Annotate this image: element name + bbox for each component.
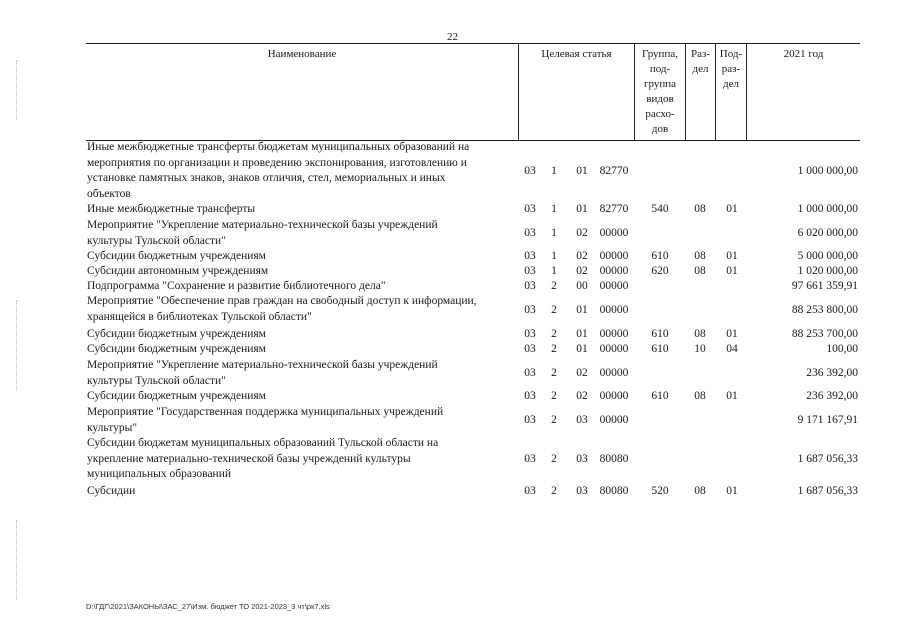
code-group: 520 [651, 485, 669, 497]
header-year: 2021 год [746, 44, 860, 140]
code-subprogram: 2 [551, 280, 557, 292]
code-event: 01 [576, 328, 588, 340]
table-header [86, 43, 860, 141]
code-event: 01 [576, 343, 588, 355]
code-group: 610 [651, 250, 669, 262]
code-section: 08 [694, 328, 706, 340]
row-name: Субсидии бюджетным учреждениям [87, 390, 266, 402]
table-row [86, 264, 860, 279]
amount: 88 253 800,00 [791, 304, 858, 316]
code-subprogram: 2 [551, 453, 557, 465]
code-section: 10 [694, 343, 706, 355]
left-margin-marks [16, 300, 18, 390]
table-row [86, 389, 860, 405]
page-number: 22 [447, 31, 458, 43]
code-program: 03 [524, 367, 536, 379]
amount: 9 171 167,91 [797, 414, 858, 426]
code-event: 02 [576, 367, 588, 379]
row-name: Субсидии бюджетам муниципальных образований Тульской области на укрепление материально-технической базы учреждений культуры муниципальных образований [87, 437, 439, 480]
code-subprogram: 1 [551, 250, 557, 262]
header-group: Группа, под- группа видов расхо- дов [634, 44, 685, 140]
amount: 236 392,00 [806, 390, 858, 402]
code-subprogram: 1 [551, 227, 557, 239]
code-event: 03 [576, 414, 588, 426]
code-program: 03 [524, 390, 536, 402]
table-row [86, 436, 860, 484]
header-subsection: Под- раз- дел [715, 44, 746, 140]
amount: 1 000 000,00 [797, 203, 858, 215]
code-direction: 00000 [599, 328, 629, 340]
code-event: 02 [576, 265, 588, 277]
header-section: Раз- дел [685, 44, 715, 140]
code-group: 610 [651, 328, 669, 340]
code-program: 03 [524, 227, 536, 239]
table-row [86, 249, 860, 264]
code-subprogram: 2 [551, 485, 557, 497]
code-subprogram: 2 [551, 367, 557, 379]
code-event: 03 [576, 453, 588, 465]
code-subsection: 01 [726, 328, 738, 340]
table-row [86, 342, 860, 358]
code-subprogram: 2 [551, 414, 557, 426]
code-group: 620 [651, 265, 669, 277]
row-name: Мероприятие "Укрепление материально-технической базы учреждений культуры Тульской области" [87, 359, 438, 387]
code-subsection: 01 [726, 485, 738, 497]
code-program: 03 [524, 203, 536, 215]
code-direction: 00000 [599, 390, 629, 402]
table-body [86, 140, 860, 500]
code-program: 03 [524, 485, 536, 497]
code-event: 02 [576, 390, 588, 402]
code-direction: 00000 [599, 250, 629, 262]
amount: 100,00 [826, 343, 858, 355]
table-row [86, 140, 860, 202]
row-name: Субсидии бюджетным учреждениям [87, 328, 266, 340]
code-subsection: 01 [726, 265, 738, 277]
row-name: Подпрограмма "Сохранение и развитие библиотечного дела" [87, 280, 386, 292]
amount: 1 000 000,00 [797, 165, 858, 177]
code-group: 610 [651, 390, 669, 402]
row-name: Субсидии бюджетным учреждениям [87, 250, 266, 262]
code-program: 03 [524, 265, 536, 277]
code-program: 03 [524, 414, 536, 426]
code-subprogram: 2 [551, 304, 557, 316]
code-subprogram: 2 [551, 390, 557, 402]
row-name: Субсидии бюджетным учреждениям [87, 343, 266, 355]
code-event: 02 [576, 227, 588, 239]
code-group: 610 [651, 343, 669, 355]
code-program: 03 [524, 280, 536, 292]
code-direction: 00000 [599, 227, 629, 239]
amount: 88 253 700,00 [791, 328, 858, 340]
code-direction: 82770 [599, 203, 629, 215]
file-path-footer: D:\ГДГ\2021\ЗАКОНЫ\ЗАС_27\Изм. бюджет ТО 2021-2023_3 чт\рк7.xls [86, 602, 330, 611]
code-direction: 00000 [599, 367, 629, 379]
amount: 1 687 056,33 [797, 453, 858, 465]
code-direction: 00000 [599, 280, 629, 292]
code-section: 08 [694, 250, 706, 262]
code-event: 01 [576, 304, 588, 316]
code-direction: 00000 [599, 265, 629, 277]
amount: 236 392,00 [806, 367, 858, 379]
header-target-article: Целевая статья [518, 44, 634, 140]
code-event: 03 [576, 485, 588, 497]
table-row [86, 279, 860, 294]
code-direction: 82770 [599, 165, 629, 177]
code-subprogram: 1 [551, 265, 557, 277]
code-subprogram: 1 [551, 203, 557, 215]
table-row [86, 484, 860, 500]
code-subsection: 01 [726, 203, 738, 215]
code-subprogram: 1 [551, 165, 557, 177]
row-name: Субсидии автономным учреждениям [87, 265, 269, 277]
code-subprogram: 2 [551, 343, 557, 355]
header-name: Наименование [267, 48, 337, 60]
code-subsection: 04 [726, 343, 738, 355]
code-program: 03 [524, 328, 536, 340]
code-program: 03 [524, 165, 536, 177]
table-row [86, 405, 860, 436]
amount: 6 020 000,00 [797, 227, 858, 239]
amount: 5 000 000,00 [797, 250, 858, 262]
amount: 1 687 056,33 [797, 485, 858, 497]
code-section: 08 [694, 390, 706, 402]
code-group: 540 [651, 203, 669, 215]
code-subprogram: 2 [551, 328, 557, 340]
code-direction: 80080 [599, 485, 629, 497]
row-name: Мероприятие "Обеспечение прав граждан на свободный доступ к информации, хранящейся в библиотеках Тульской области" [87, 295, 477, 323]
row-name: Мероприятие "Укрепление материально-технической базы учреждений культуры Тульской области" [87, 219, 438, 247]
code-subsection: 01 [726, 250, 738, 262]
code-direction: 00000 [599, 414, 629, 426]
table-row [86, 327, 860, 342]
amount: 97 661 359,91 [791, 280, 858, 292]
left-margin-marks [16, 60, 18, 120]
code-subsection: 01 [726, 390, 738, 402]
code-direction: 00000 [599, 343, 629, 355]
amount: 1 020 000,00 [797, 265, 858, 277]
code-event: 01 [576, 203, 588, 215]
code-program: 03 [524, 250, 536, 262]
code-event: 00 [576, 280, 588, 292]
code-event: 01 [576, 165, 588, 177]
code-section: 08 [694, 485, 706, 497]
row-name: Мероприятие "Государственная поддержка муниципальных учреждений культуры" [87, 406, 444, 434]
left-margin-marks [16, 520, 18, 600]
code-program: 03 [524, 304, 536, 316]
row-name: Иные межбюджетные трансферты [87, 203, 256, 215]
table-row [86, 358, 860, 389]
code-section: 08 [694, 265, 706, 277]
row-name: Субсидии [87, 485, 136, 497]
table-row [86, 202, 860, 218]
code-event: 02 [576, 250, 588, 262]
code-program: 03 [524, 453, 536, 465]
table-row [86, 218, 860, 249]
code-section: 08 [694, 203, 706, 215]
code-direction: 00000 [599, 304, 629, 316]
row-name: Иные межбюджетные трансферты бюджетам муниципальных образований на мероприятия по организации и проведению экспонирования, изготовлению и установке памятных знаков, знаков отличия, стел, мемориальных и иных объектов [87, 141, 470, 200]
table-row [86, 294, 860, 327]
code-direction: 80080 [599, 453, 629, 465]
code-program: 03 [524, 343, 536, 355]
